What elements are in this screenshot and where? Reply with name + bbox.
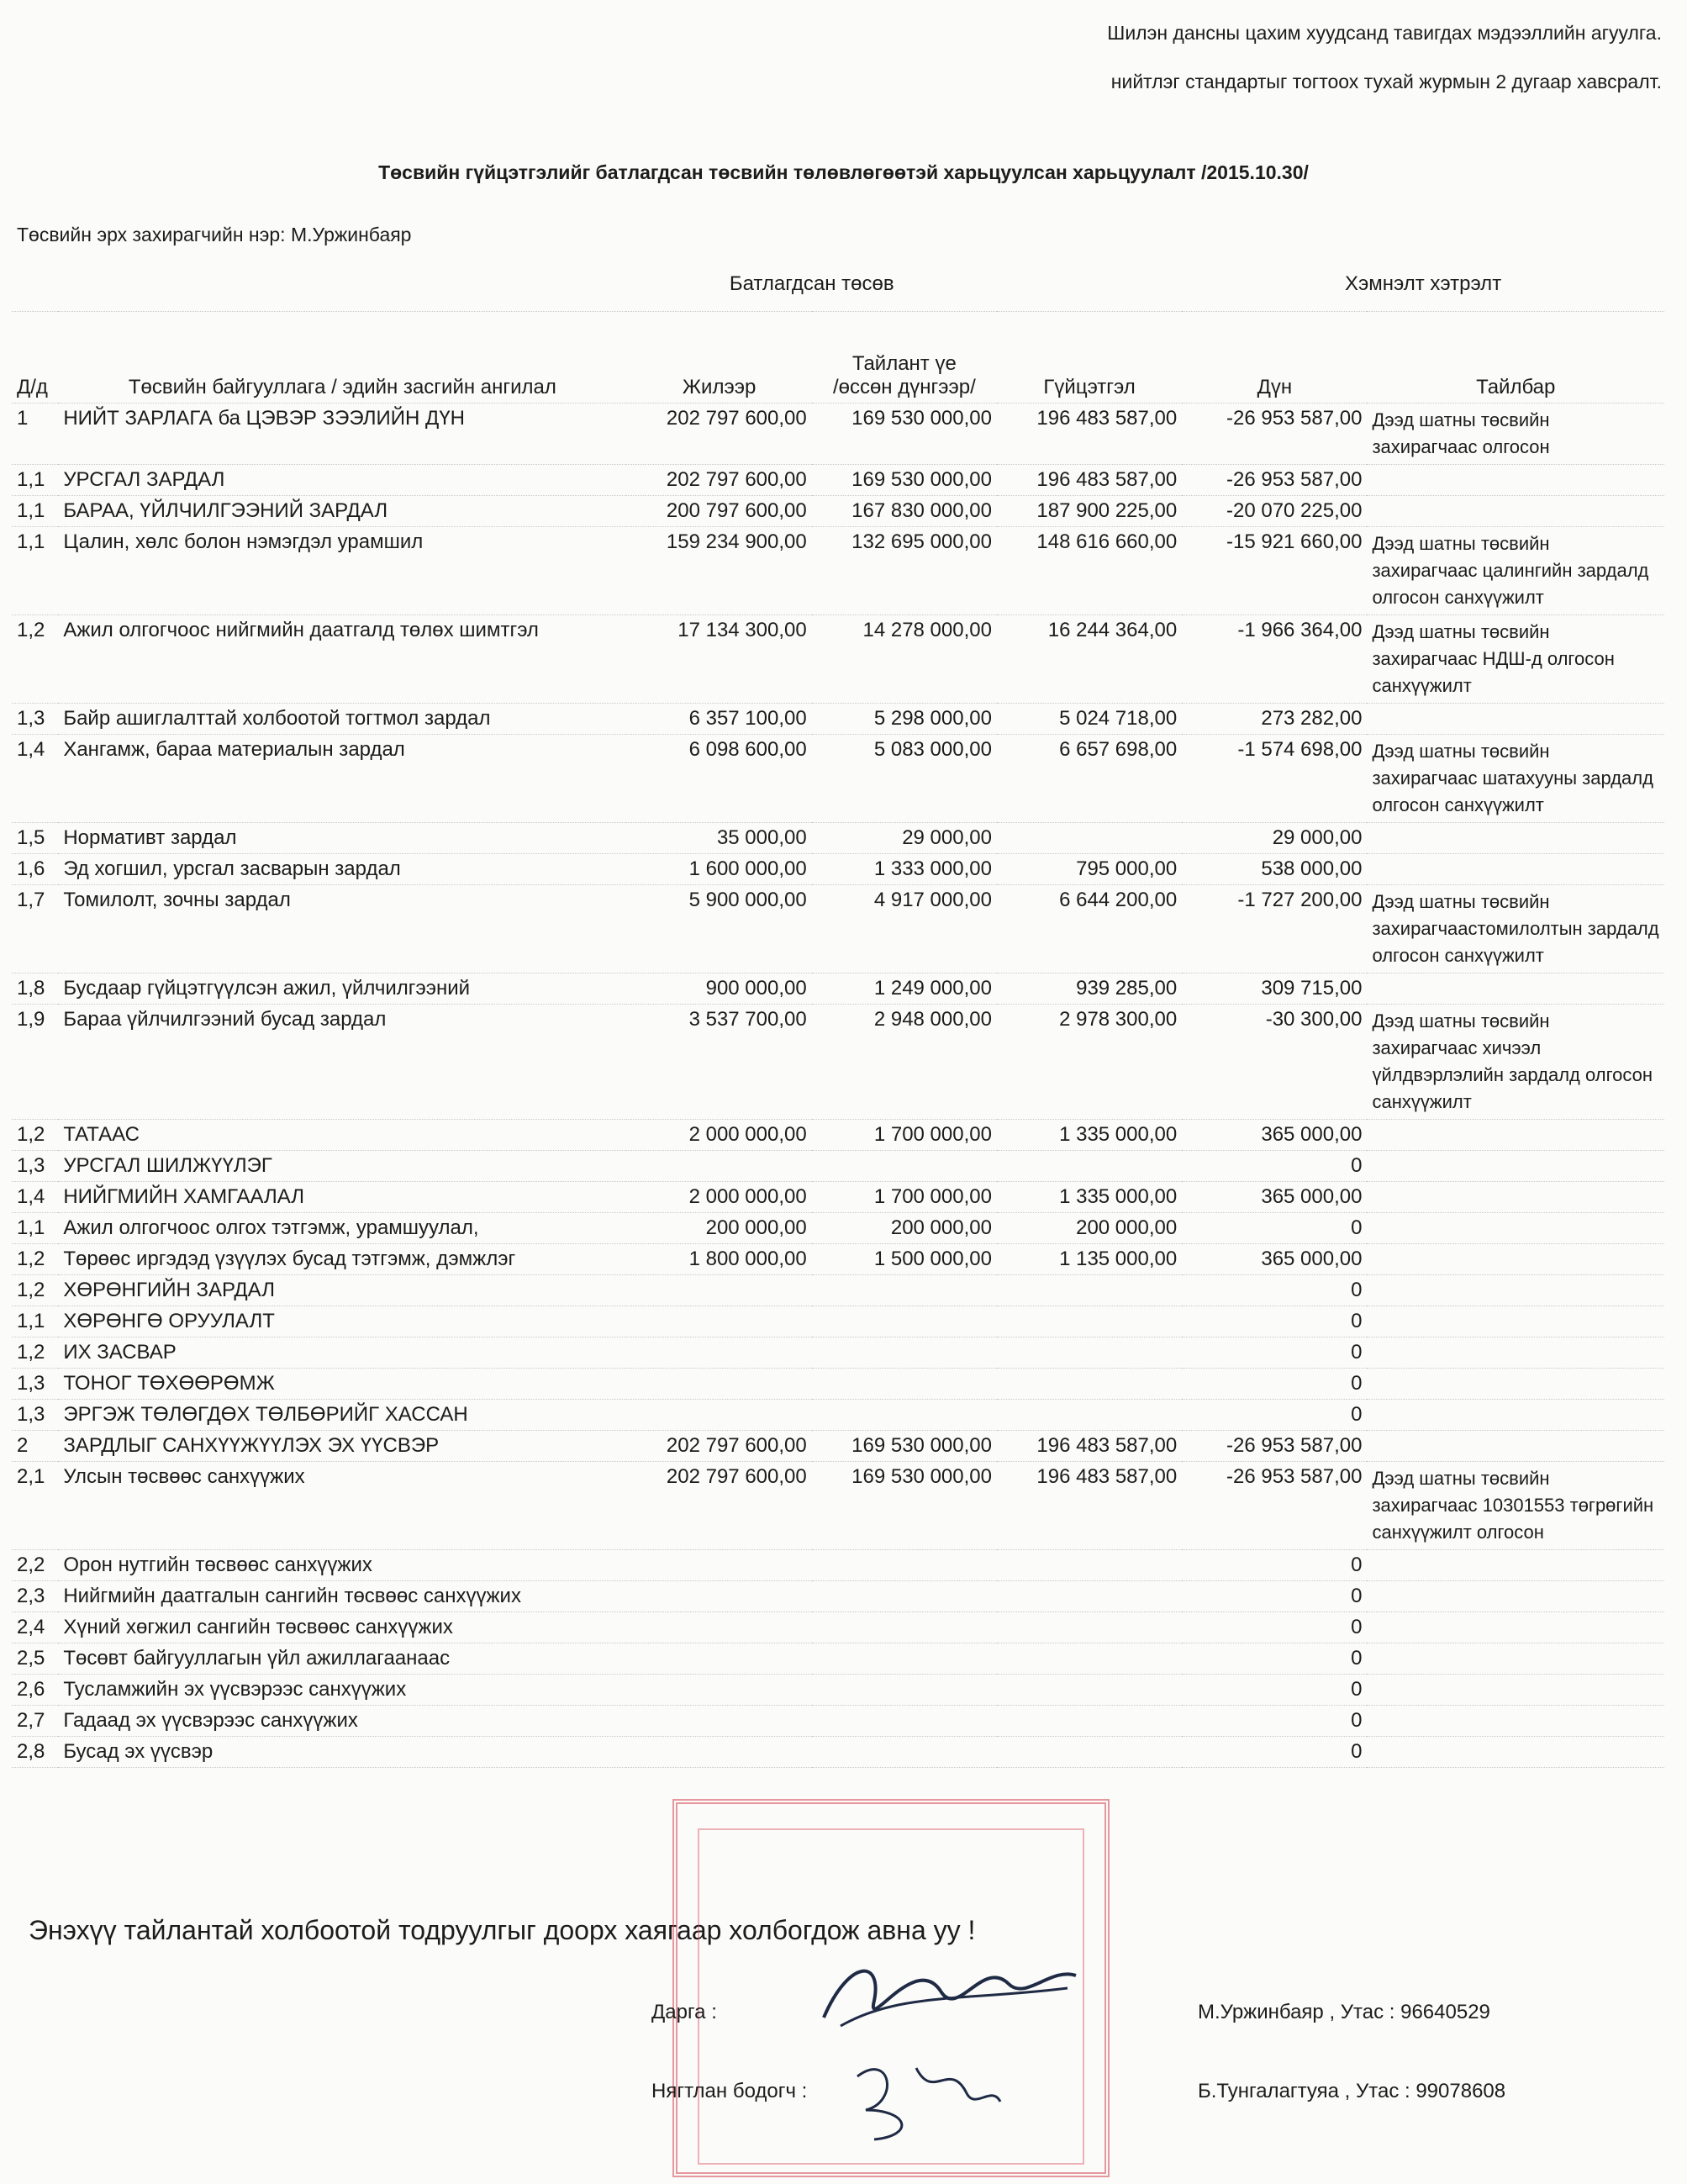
cell-report: 1 700 000,00 [812,1120,997,1151]
cell-report [812,1737,997,1768]
cell-yearly: 202 797 600,00 [626,465,811,496]
cell-note [1367,1612,1664,1643]
cell-yearly [626,1706,811,1737]
director-signature [815,1942,1084,2043]
cell-dd: 1,8 [12,973,58,1005]
cell-note: Дээд шатны төсвийн захирагчаас НДШ-д олгосон санхүүжилт [1367,615,1664,704]
col-header-report-line1: Тайлант үе [851,352,957,375]
cell-yearly: 1 600 000,00 [626,854,811,885]
cell-dd: 1,1 [12,1213,58,1244]
cell-dd: 2,2 [12,1550,58,1581]
cell-dd: 2,6 [12,1675,58,1706]
cell-name: Нормативт зардал [58,823,626,854]
cell-name: ЭРГЭЖ ТӨЛӨГДӨХ ТӨЛБӨРИЙГ ХАССАН [58,1400,626,1431]
header-line-2: нийтлэг стандартыг тогтоох тухай журмын 2 дугаар хавсралт. [1110,71,1662,92]
cell-amount: 273 282,00 [1182,704,1367,735]
cell-report: 1 500 000,00 [812,1244,997,1275]
cell-report [812,1400,997,1431]
cell-dd: 1,1 [12,465,58,496]
cell-report: 169 530 000,00 [812,465,997,496]
cell-performance: 200 000,00 [997,1213,1182,1244]
cell-performance [997,823,1182,854]
cell-dd: 1,2 [12,1120,58,1151]
cell-yearly: 35 000,00 [626,823,811,854]
table-row [12,465,1664,496]
cell-dd: 2,8 [12,1737,58,1768]
table-row [12,1400,1664,1431]
cell-report [812,1706,997,1737]
cell-note [1367,1431,1664,1462]
cell-yearly [626,1400,811,1431]
cell-amount: 365 000,00 [1182,1244,1367,1275]
cell-name: НИЙГМИЙН ХАМГААЛАЛ [58,1182,626,1213]
director-name-phone: М.Уржинбаяр , Утас : 96640529 [1198,2001,1490,2023]
table-row [12,1306,1664,1337]
cell-performance: 1 135 000,00 [997,1244,1182,1275]
cell-yearly [626,1151,811,1182]
cell-performance [997,1706,1182,1737]
cell-performance: 196 483 587,00 [997,1431,1182,1462]
table-row [12,1005,1664,1120]
cell-dd: 2,1 [12,1462,58,1550]
cell-performance [997,1675,1182,1706]
cell-report [812,1151,997,1182]
cell-amount: -30 300,00 [1182,1005,1367,1120]
cell-yearly: 5 900 000,00 [626,885,811,973]
cell-name: Ажил олгогчоос олгох тэтгэмж, урамшуулал, [58,1213,626,1244]
cell-report [812,1275,997,1306]
cell-name: Орон нутгийн төсвөөс санхүүжих [58,1550,626,1581]
cell-note [1367,973,1664,1005]
cell-yearly: 159 234 900,00 [626,527,811,615]
cell-note [1367,1182,1664,1213]
cell-yearly [626,1675,811,1706]
cell-note [1367,1737,1664,1768]
cell-note: Дээд шатны төсвийн захирагчаас шатахууны зардалд олгосон санхүүжилт [1367,735,1664,823]
cell-dd: 1,6 [12,854,58,885]
cell-name: ХӨРӨНГӨ ОРУУЛАЛТ [58,1306,626,1337]
cell-yearly: 6 357 100,00 [626,704,811,735]
cell-yearly: 900 000,00 [626,973,811,1005]
header-spacer [58,257,626,312]
cell-performance: 196 483 587,00 [997,404,1182,465]
cell-note [1367,1400,1664,1431]
cell-amount: 0 [1182,1706,1367,1737]
header-line-1: Шилэн дансны цахим хуудсанд тавигдах мэдээллийн агуулга. [1107,22,1662,44]
cell-report [812,1643,997,1675]
cell-amount: -1 727 200,00 [1182,885,1367,973]
cell-performance [997,1581,1182,1612]
col-header-performance: Гүйцэтгэл [997,312,1182,404]
table-row [12,1213,1664,1244]
cell-performance: 1 335 000,00 [997,1120,1182,1151]
header-spacer [12,257,58,312]
cell-name: Байр ашиглалттай холбоотой тогтмол зардал [58,704,626,735]
cell-performance [997,1337,1182,1369]
cell-performance: 795 000,00 [997,854,1182,885]
director-label: Дарга : [651,2001,717,2023]
cell-name: Бараа үйлчилгээний бусад зардал [58,1005,626,1120]
cell-name: УРСГАЛ ЗАРДАЛ [58,465,626,496]
cell-performance: 1 335 000,00 [997,1182,1182,1213]
cell-dd: 1,2 [12,1244,58,1275]
cell-yearly: 3 537 700,00 [626,1005,811,1120]
cell-performance [997,1550,1182,1581]
table-row [12,1675,1664,1706]
cell-yearly: 1 800 000,00 [626,1244,811,1275]
cell-note [1367,1275,1664,1306]
cell-amount: 0 [1182,1400,1367,1431]
cell-report: 200 000,00 [812,1213,997,1244]
cell-amount: -1 966 364,00 [1182,615,1367,704]
group-header-approved: Батлагдсан төсөв [626,257,997,312]
cell-report [812,1612,997,1643]
table-row [12,1151,1664,1182]
cell-dd: 1,3 [12,1400,58,1431]
cell-yearly: 200 000,00 [626,1213,811,1244]
cell-performance [997,1306,1182,1337]
cell-name: ХӨРӨНГИЙН ЗАРДАЛ [58,1275,626,1306]
cell-name: Эд хогшил, урсгал засварын зардал [58,854,626,885]
cell-name: УРСГАЛ ШИЛЖҮҮЛЭГ [58,1151,626,1182]
cell-performance: 187 900 225,00 [997,496,1182,527]
cell-yearly [626,1581,811,1612]
cell-report: 1 700 000,00 [812,1182,997,1213]
cell-name: БАРАА, ҮЙЛЧИЛГЭЭНИЙ ЗАРДАЛ [58,496,626,527]
cell-performance [997,1151,1182,1182]
cell-report: 167 830 000,00 [812,496,997,527]
cell-performance [997,1612,1182,1643]
cell-amount: 365 000,00 [1182,1182,1367,1213]
table-row [12,885,1664,973]
cell-amount: 0 [1182,1643,1367,1675]
cell-yearly [626,1275,811,1306]
table-row [12,1244,1664,1275]
cell-yearly: 17 134 300,00 [626,615,811,704]
cell-yearly [626,1737,811,1768]
cell-report: 29 000,00 [812,823,997,854]
cell-performance: 16 244 364,00 [997,615,1182,704]
table-row [12,704,1664,735]
cell-note [1367,704,1664,735]
cell-report: 2 948 000,00 [812,1005,997,1120]
cell-note [1367,465,1664,496]
cell-dd: 1,9 [12,1005,58,1120]
cell-name: Төрөөс иргэдэд үзүүлэх бусад тэтгэмж, дэмжлэг [58,1244,626,1275]
cell-amount: -26 953 587,00 [1182,404,1367,465]
cell-name: Төсөвт байгууллагын үйл ажиллагаанаас [58,1643,626,1675]
cell-performance [997,1275,1182,1306]
cell-amount: 29 000,00 [1182,823,1367,854]
cell-performance: 196 483 587,00 [997,465,1182,496]
table-row [12,1643,1664,1675]
cell-yearly: 2 000 000,00 [626,1182,811,1213]
cell-note [1367,1706,1664,1737]
cell-name: Улсын төсвөөс санхүүжих [58,1462,626,1550]
cell-yearly: 200 797 600,00 [626,496,811,527]
cell-name: Ажил олгогчоос нийгмийн даатгалд төлөх шимтгэл [58,615,626,704]
cell-note: Дээд шатны төсвийн захирагчаас хичээл үйлдвэрлэлийн зардалд олгосон санхүүжилт [1367,1005,1664,1120]
cell-note [1367,1675,1664,1706]
cell-amount: -20 070 225,00 [1182,496,1367,527]
cell-performance [997,1369,1182,1400]
cell-report: 5 298 000,00 [812,704,997,735]
cell-performance: 148 616 660,00 [997,527,1182,615]
cell-report [812,1550,997,1581]
cell-dd: 1,4 [12,735,58,823]
cell-report: 132 695 000,00 [812,527,997,615]
col-header-yearly: Жилээр [626,312,811,404]
cell-dd: 1,3 [12,1369,58,1400]
table-row [12,973,1664,1005]
cell-name: Гадаад эх үүсвэрээс санхүүжих [58,1706,626,1737]
cell-name: Тусламжийн эх үүсвэрээс санхүүжих [58,1675,626,1706]
cell-note [1367,854,1664,885]
cell-amount: 365 000,00 [1182,1120,1367,1151]
cell-dd: 1,7 [12,885,58,973]
cell-note [1367,1244,1664,1275]
cell-dd: 1,3 [12,1151,58,1182]
cell-dd: 2,4 [12,1612,58,1643]
cell-yearly: 202 797 600,00 [626,1431,811,1462]
cell-dd: 1,1 [12,527,58,615]
cell-report: 169 530 000,00 [812,1431,997,1462]
cell-name: Бусад эх үүсвэр [58,1737,626,1768]
cell-report [812,1337,997,1369]
cell-amount: 0 [1182,1369,1367,1400]
cell-performance: 6 644 200,00 [997,885,1182,973]
table-row [12,1431,1664,1462]
cell-dd: 1,4 [12,1182,58,1213]
cell-amount: -26 953 587,00 [1182,1462,1367,1550]
cell-amount: 0 [1182,1581,1367,1612]
cell-performance: 196 483 587,00 [997,1462,1182,1550]
cell-name: ЗАРДЛЫГ САНХҮҮЖҮҮЛЭХ ЭХ ҮҮСВЭР [58,1431,626,1462]
cell-report: 5 083 000,00 [812,735,997,823]
cell-note [1367,1120,1664,1151]
table-row [12,1462,1664,1550]
cell-name: Хангамж, бараа материалын зардал [58,735,626,823]
table-row [12,1737,1664,1768]
document-title: Төсвийн гүйцэтгэлийг батлагдсан төсвийн төлөвлөгөөтэй харьцуулсан харьцуулалт /2015.10.30/ [378,161,1309,183]
cell-amount: -15 921 660,00 [1182,527,1367,615]
cell-dd: 2,5 [12,1643,58,1675]
cell-name: ТАТААС [58,1120,626,1151]
cell-dd: 1 [12,404,58,465]
cell-dd: 1,3 [12,704,58,735]
table-row [12,1581,1664,1612]
cell-name: Нийгмийн даатгалын сангийн төсвөөс санхүүжих [58,1581,626,1612]
table-row [12,404,1664,465]
cell-note [1367,1337,1664,1369]
table-row [12,1612,1664,1643]
col-header-amount: Дүн [1182,312,1367,404]
cell-report: 1 249 000,00 [812,973,997,1005]
cell-report [812,1369,997,1400]
col-header-name: Төсвийн байгууллага / эдийн засгийн ангилал [58,312,626,404]
cell-dd: 1,2 [12,1337,58,1369]
cell-amount: 0 [1182,1550,1367,1581]
table-row [12,615,1664,704]
cell-dd: 1,1 [12,496,58,527]
cell-report: 1 333 000,00 [812,854,997,885]
cell-note [1367,823,1664,854]
cell-name: Томилолт, зочны зардал [58,885,626,973]
budget-comparison-table [12,257,1664,1768]
cell-report [812,1306,997,1337]
cell-performance [997,1400,1182,1431]
cell-amount: 0 [1182,1213,1367,1244]
cell-performance: 6 657 698,00 [997,735,1182,823]
cell-dd: 1,5 [12,823,58,854]
cell-name: ИХ ЗАСВАР [58,1337,626,1369]
cell-note [1367,1369,1664,1400]
col-header-dd: Д/д [12,312,58,404]
table-row [12,1120,1664,1151]
cell-amount: 0 [1182,1275,1367,1306]
cell-note [1367,1643,1664,1675]
cell-report: 4 917 000,00 [812,885,997,973]
cell-note: Дээд шатны төсвийн захирагчаастомилолтын зардалд олгосон санхүүжилт [1367,885,1664,973]
cell-dd: 1,2 [12,615,58,704]
cell-dd: 2,3 [12,1581,58,1612]
cell-note: Дээд шатны төсвийн захирагчаас 10301553 төгрөгийн санхүүжилт олгосон [1367,1462,1664,1550]
cell-yearly: 2 000 000,00 [626,1120,811,1151]
cell-performance: 939 285,00 [997,973,1182,1005]
table-body [12,404,1664,1768]
cell-yearly [626,1337,811,1369]
cell-name: Бусдаар гүйцэтгүүлсэн ажил, үйлчилгээний [58,973,626,1005]
table-row [12,527,1664,615]
cell-amount: -26 953 587,00 [1182,1431,1367,1462]
cell-dd: 2 [12,1431,58,1462]
cell-yearly [626,1612,811,1643]
accountant-signature [841,2051,1009,2144]
cell-amount: 0 [1182,1337,1367,1369]
cell-yearly: 202 797 600,00 [626,404,811,465]
cell-yearly [626,1369,811,1400]
cell-name: Цалин, хөлс болон нэмэгдэл урамшил [58,527,626,615]
cell-amount: 538 000,00 [1182,854,1367,885]
col-header-note: Тайлбар [1367,312,1664,404]
cell-performance [997,1737,1182,1768]
accountant-name-phone: Б.Тунгалагтуяа , Утас : 99078608 [1198,2080,1506,2102]
cell-note [1367,1581,1664,1612]
cell-note [1367,496,1664,527]
group-header-savings: Хэмнэлт хэтрэлт [1182,257,1664,312]
cell-yearly: 6 098 600,00 [626,735,811,823]
cell-report: 14 278 000,00 [812,615,997,704]
cell-note [1367,1213,1664,1244]
col-header-report [812,312,997,404]
cell-yearly [626,1643,811,1675]
cell-report: 169 530 000,00 [812,1462,997,1550]
cell-performance: 2 978 300,00 [997,1005,1182,1120]
cell-amount: 0 [1182,1737,1367,1768]
cell-amount: 0 [1182,1151,1367,1182]
table-row [12,496,1664,527]
table-row [12,1706,1664,1737]
cell-name: ТОНОГ ТӨХӨӨРӨМЖ [58,1369,626,1400]
col-header-report-line2: /өссөн дүнгээр/ [832,376,976,398]
cell-note [1367,1151,1664,1182]
cell-note [1367,1306,1664,1337]
header-spacer [997,257,1182,312]
cell-amount: -26 953 587,00 [1182,465,1367,496]
table-row [12,854,1664,885]
cell-amount: 0 [1182,1675,1367,1706]
cell-dd: 1,1 [12,1306,58,1337]
cell-name: НИЙТ ЗАРЛАГА ба ЦЭВЭР ЗЭЭЛИЙН ДҮН [58,404,626,465]
cell-amount: 309 715,00 [1182,973,1367,1005]
cell-performance [997,1643,1182,1675]
table-row [12,823,1664,854]
table-row [12,735,1664,823]
cell-name: Хүний хөгжил сангийн төсвөөс санхүүжих [58,1612,626,1643]
cell-amount: 0 [1182,1306,1367,1337]
cell-amount: 0 [1182,1612,1367,1643]
contact-line: Энэхүү тайлантай холбоотой тодруулгыг доорх хаягаар холбогдож авна уу ! [29,1915,976,1945]
cell-report [812,1675,997,1706]
cell-note: Дээд шатны төсвийн захирагчаас цалингийн зардалд олгосон санхүүжилт [1367,527,1664,615]
cell-yearly [626,1306,811,1337]
cell-yearly [626,1550,811,1581]
cell-note [1367,1550,1664,1581]
budget-manager-line: Төсвийн эрх захирагчийн нэр: М.Уржинбаяр [17,224,412,245]
table-row [12,1182,1664,1213]
table-row [12,1337,1664,1369]
cell-report [812,1581,997,1612]
cell-dd: 1,2 [12,1275,58,1306]
table-row [12,1550,1664,1581]
cell-amount: -1 574 698,00 [1182,735,1367,823]
table-row [12,1275,1664,1306]
cell-yearly: 202 797 600,00 [626,1462,811,1550]
cell-report: 169 530 000,00 [812,404,997,465]
accountant-label: Нягтлан бодогч : [651,2080,808,2102]
table-row [12,1369,1664,1400]
cell-note: Дээд шатны төсвийн захирагчаас олгосон [1367,404,1664,465]
cell-performance: 5 024 718,00 [997,704,1182,735]
cell-dd: 2,7 [12,1706,58,1737]
